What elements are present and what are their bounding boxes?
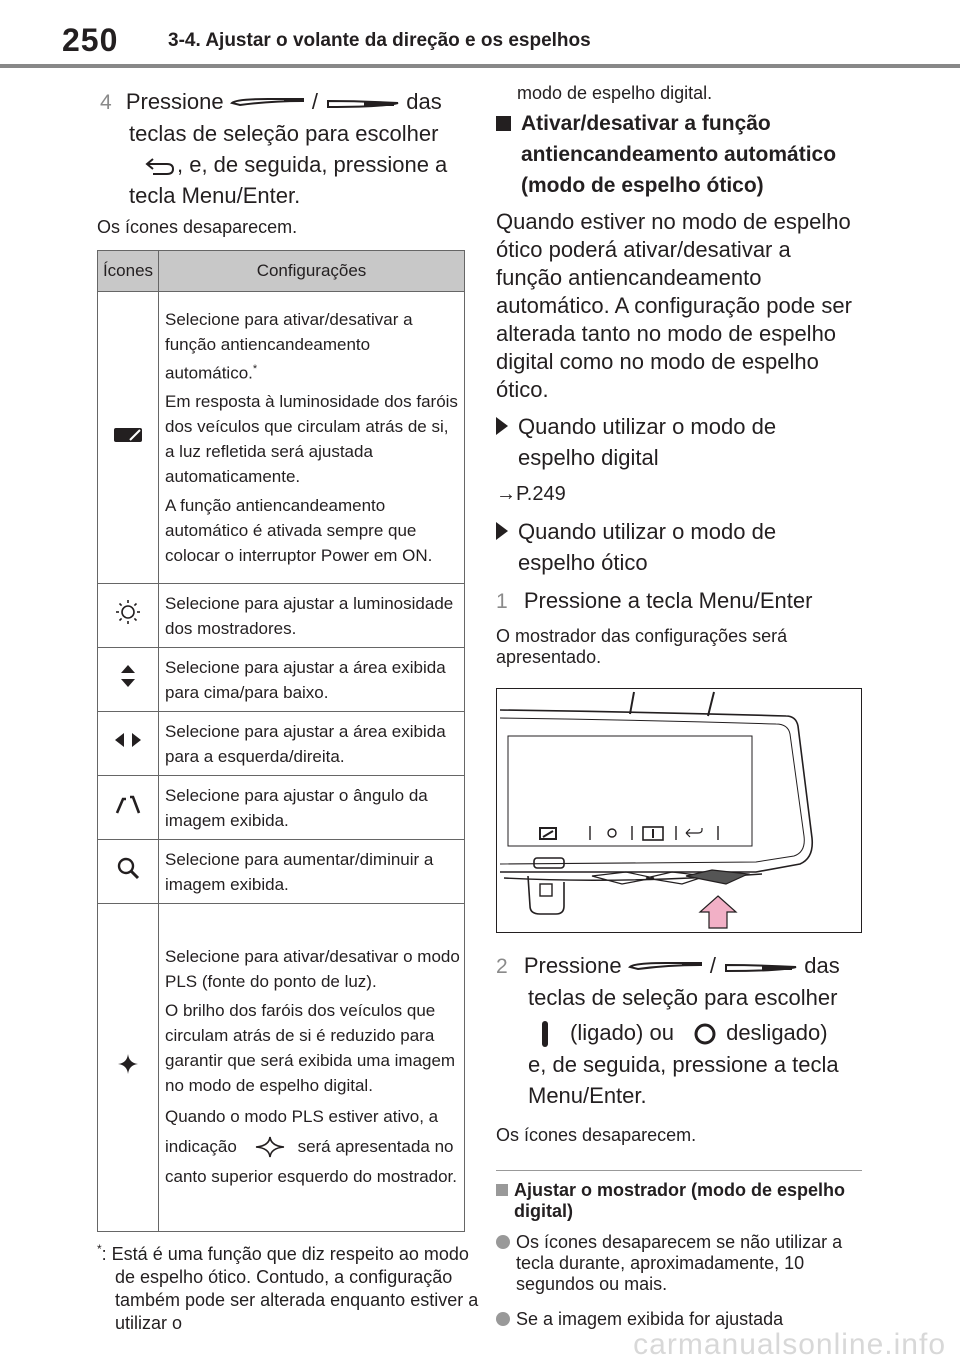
continued-text: modo de espelho digital. xyxy=(517,83,713,103)
brightness-icon xyxy=(115,599,141,625)
left-right-arrows-icon xyxy=(113,731,143,749)
row-text: Quando o modo PLS estiver ativo, a indicação xyxy=(165,1106,439,1156)
row-text: Selecione para ajustar a luminosidade dos mostradores. xyxy=(159,584,465,648)
watermark: carmanualsonline.info xyxy=(633,1328,946,1361)
step-1: 1 Pressione a tecla Menu/Enter xyxy=(496,588,813,613)
step-2: 2 Pressione / das teclas de seleção para escolher (ligado) ou desligado) e, de seguida, pressione a tecla Menu/Enter. xyxy=(496,953,840,1109)
step-1-note: O mostrador das configurações será apresentado. xyxy=(496,626,788,667)
table-row xyxy=(98,292,465,584)
table-row xyxy=(98,712,465,776)
icons-disappear-note: Os ícones desaparecem. xyxy=(496,1125,697,1145)
page-reference[interactable]: →P.249 xyxy=(496,483,566,505)
col-header-config: Configurações xyxy=(159,251,465,292)
left-select-key-icon xyxy=(230,95,306,111)
page-number: 250 xyxy=(62,22,119,58)
table-row xyxy=(98,648,465,712)
row-text: Selecione para aumentar/diminuir a imagem exibida. xyxy=(159,840,465,904)
round-bullet-icon xyxy=(496,1312,510,1326)
info-bullet: Os ícones desaparecem se não utilizar a tecla durante, aproximadamente, 10 segundos ou mais. xyxy=(496,1232,856,1295)
row-text: O brilho dos faróis dos veículos que circulam atrás de si é reduzido para garantir que será exibida uma imagem no modo de espelho digital. xyxy=(165,1000,456,1095)
section-heading: Ativar/desativar a função antiencandeamento automático (modo de espelho ótico) xyxy=(496,108,846,201)
step-number: 4 xyxy=(100,91,112,114)
right-select-key-icon xyxy=(722,959,798,975)
footnote-mark: * xyxy=(252,362,258,375)
pls-sparkle-icon xyxy=(116,1052,140,1076)
row-text: será apresentada no canto superior esquerdo do mostrador. xyxy=(165,1136,458,1186)
toggle-on-icon xyxy=(538,1019,552,1049)
mirror-illustration xyxy=(496,688,862,933)
table-row xyxy=(98,904,465,1232)
row-text: Selecione para ativar/desativar a função antiencandeamento automático. xyxy=(165,309,413,383)
row-text: Selecione para ajustar a área exibida para cima/para baixo. xyxy=(159,648,465,712)
row-text: Selecione para ativar/desativar o modo PLS (fonte do ponto de luz). xyxy=(165,946,460,991)
sub-heading-digital: Quando utilizar o modo de espelho digital xyxy=(496,411,856,473)
sub-heading-optical: Quando utilizar o modo de espelho ótico xyxy=(496,516,856,578)
intro-paragraph: Quando estiver no modo de espelho ótico poderá ativar/desativar a função antiencandeamento automático. A configuração pode ser alterada tanto no modo de espelho digital como no modo de espelho ótico. xyxy=(496,209,852,402)
divider xyxy=(496,1170,862,1171)
row-text: A função antiencandeamento automático é ativada sempre que colocar o interruptor Power em ON. xyxy=(165,496,433,566)
zoom-icon xyxy=(116,856,140,880)
tilt-angle-icon xyxy=(114,793,142,815)
footnote: *: Está é uma função que diz respeito ao modo de espelho ótico. Contudo, a configuração também pode ser alterada enquanto estiver a utilizar o xyxy=(97,1242,479,1333)
header-rule xyxy=(0,64,960,68)
up-down-arrows-icon xyxy=(119,663,137,689)
triangle-bullet-icon xyxy=(496,417,508,435)
round-bullet-icon xyxy=(496,1235,510,1249)
icons-disappear-note: Os ícones desaparecem. xyxy=(97,217,298,237)
row-text: Selecione para ajustar o ângulo da imagem exibida. xyxy=(159,776,465,840)
left-select-key-icon xyxy=(628,959,704,975)
auto-dimming-icon xyxy=(112,424,144,444)
info-bullet: Se a imagem exibida for ajustada xyxy=(496,1309,856,1330)
right-select-key-icon xyxy=(324,95,400,111)
settings-table xyxy=(97,250,465,1232)
pls-indicator-icon xyxy=(250,1135,290,1159)
square-bullet-icon xyxy=(496,1184,508,1196)
row-text: Selecione para ajustar a área exibida para a esquerda/direita. xyxy=(159,712,465,776)
section-title: 3-4. Ajustar o volante da direção e os espelhos xyxy=(168,30,591,51)
triangle-bullet-icon xyxy=(496,522,508,540)
table-row xyxy=(98,584,465,648)
table-row xyxy=(98,776,465,840)
square-bullet-icon xyxy=(496,116,511,131)
back-icon xyxy=(143,155,177,177)
row-text: Em resposta à luminosidade dos faróis dos veículos que circulam atrás de si, a luz refletida será ajustada automaticamente. xyxy=(165,392,458,487)
col-header-icons: Ícones xyxy=(98,251,159,292)
toggle-off-icon xyxy=(692,1021,718,1047)
table-row xyxy=(98,840,465,904)
info-heading: Ajustar o mostrador (modo de espelho digital) xyxy=(496,1180,856,1222)
step-4: 4 Pressione / das teclas de seleção para escolher , e, de seguida, pressione a tecla Menu/Enter. xyxy=(100,89,448,208)
